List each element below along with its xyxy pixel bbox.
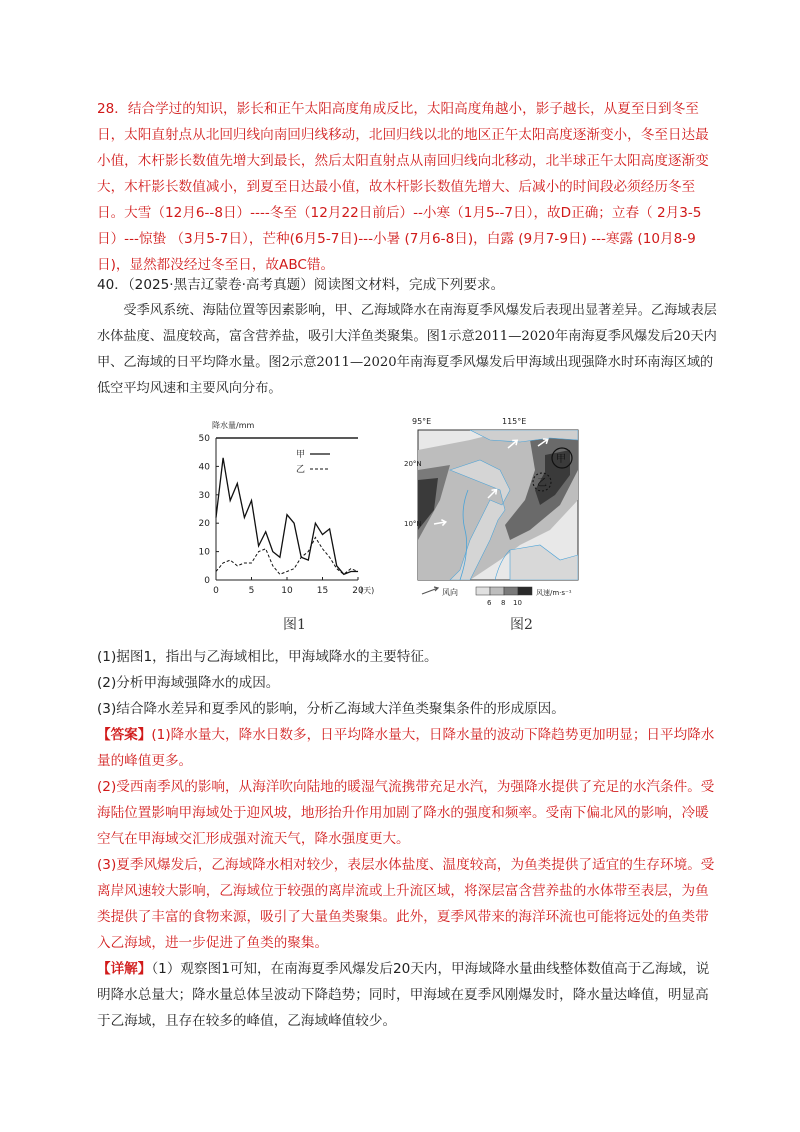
legend-speed-label: 风速/m·s⁻¹ [536, 589, 572, 597]
area-jia-label: 甲 [556, 454, 566, 465]
figure1-chart [188, 408, 378, 610]
answer-2: (2)受西南季风的影响，从海洋吹向陆地的暖湿气流携带充足水汽，为强降水提供了充足的水汽条件。受海陆位置影响甲海域处于迎风坡，地形抬升作用加剧了降水的强度和频率。受南下偏北风的影响，冷暖空气在甲海域交汇形成强对流天气，降水强度更大。 [97, 779, 715, 847]
x-axis-unit: (天) [360, 586, 375, 595]
question-2: (2)分析甲海域强降水的成因。 [97, 675, 280, 691]
x-tick-label: 5 [248, 586, 255, 596]
speed-tick-8: 8 [501, 599, 506, 607]
speed-tick-6: 6 [487, 599, 492, 607]
answer-1-text: (1)降水量大，降水日数多，日平均降水量大，日降水量的波动下降趋势更加明显；日平均降水量的峰值更多。 [97, 727, 715, 769]
series-line-yi [216, 537, 358, 574]
question-3: (3)结合降水差异和夏季风的影响，分析乙海域大洋鱼类聚集条件的形成原因。 [97, 701, 565, 717]
wind-legend-arrow-icon [422, 587, 438, 594]
x-tick-label: 0 [213, 586, 219, 596]
lat-20n: 20°N [404, 460, 422, 468]
detail-1 [97, 956, 717, 1034]
x-tick-label: 15 [316, 586, 329, 596]
q40-material: 受季风系统、海陆位置等因素影响，甲、乙海域降水在南海夏季风爆发后表现出显著差异。乙海域表层水体盐度、温度较高，富含营养盐，吸引大洋鱼类聚集。图1示意2011—2020年南海夏季风爆发后20天内甲、乙海域的日平均降水量。图2示意2011—2020年南海夏季风爆发后甲海域出现强降水时环南海区域的低空平均风速和主要风向分布。 [97, 303, 717, 396]
figure2-map [404, 410, 590, 610]
area-yi-label: 乙 [537, 478, 547, 489]
y-axis-label: 降水量/mm [212, 421, 255, 430]
answer-tag: 【答案】 [97, 727, 152, 743]
series-line-jia [216, 458, 358, 574]
x-tick-label: 20 [352, 586, 364, 596]
answer-3: (3)夏季风爆发后，乙海域降水相对较少，表层水体盐度、温度较高，为鱼类提供了适宜的生存环境。受离岸风速较大影响，乙海域位于较强的离岸流或上升流区域，将深层富含营养盐的水体带至表层，为鱼类提供了丰富的食物来源，吸引了大量鱼类聚集。此外，夏季风带来的海洋环流也可能将远处的鱼类带入乙海域，进一步促进了鱼类的聚集。 [97, 857, 715, 951]
detail-tag: 【详解】 [97, 961, 152, 977]
figure2-label: 图2 [510, 617, 533, 633]
x-tick-label: 10 [281, 586, 293, 596]
lon-115e: 115°E [502, 417, 527, 426]
speed-tick-10: 10 [513, 599, 522, 607]
question-1: (1)据图1，指出与乙海域相比，甲海域降水的主要特征。 [97, 649, 438, 665]
legend-jia-label: 甲 [296, 450, 306, 460]
figure1-label: 图1 [283, 617, 306, 633]
y-tick-label: 30 [198, 490, 210, 501]
y-tick-label: 20 [198, 519, 210, 530]
q40-heading: 40．（2025·黑吉辽蒙卷·高考真题）阅读图文材料，完成下列要求。 [97, 277, 505, 293]
legend-yi-label: 乙 [296, 465, 306, 475]
y-tick-label: 10 [198, 547, 210, 558]
lon-95e: 95°E [412, 417, 432, 426]
q28-explanation: 28．结合学过的知识，影长和正午太阳高度角成反比，太阳高度角越小，影子越长，从夏至日到冬至日，太阳直射点从北回归线向南回归线移动，北回归线以北的地区正午太阳高度逐渐变小，冬至日达最小值，木杆影长数值先增大到最长，然后太阳直射点从南回归线向北移动，北半球正午太阳高度逐渐变大，木杆影长数值减小，到夏至日达最小值，故木杆影长数值先增大、后减小的时间段必须经历冬至日。大雪（12月6--8日）----冬至（12月22日前后）--小寒（1月5--7日），故D正确；立春（ 2月3-5日）---惊蛰 （3月5-7日），芒种(6月5-7日)---小暑 (7月6-8日)，白露 (9月7-9日) ---寒露 (10月8-9日)，显然都没经过冬至日，故ABC错。 [97, 101, 709, 273]
lat-10n: 10°N [404, 520, 422, 528]
legend-wind-label: 风向 [442, 588, 458, 597]
y-tick-label: 40 [198, 462, 210, 473]
detail-1-text: （1）观察图1可知，在南海夏季风爆发后20天内，甲海域降水量曲线整体数值高于乙海域，说明降水总量大；降水量总体呈波动下降趋势；同时，甲海域在夏季风刚爆发时，降水量达峰值，明显高于乙海域，且存在较多的峰值，乙海域峰值较少。 [97, 961, 710, 1029]
answer-1 [97, 722, 717, 774]
y-tick-label: 50 [198, 434, 210, 444]
y-tick-label: 0 [204, 576, 210, 586]
figure2-legend [422, 587, 572, 607]
